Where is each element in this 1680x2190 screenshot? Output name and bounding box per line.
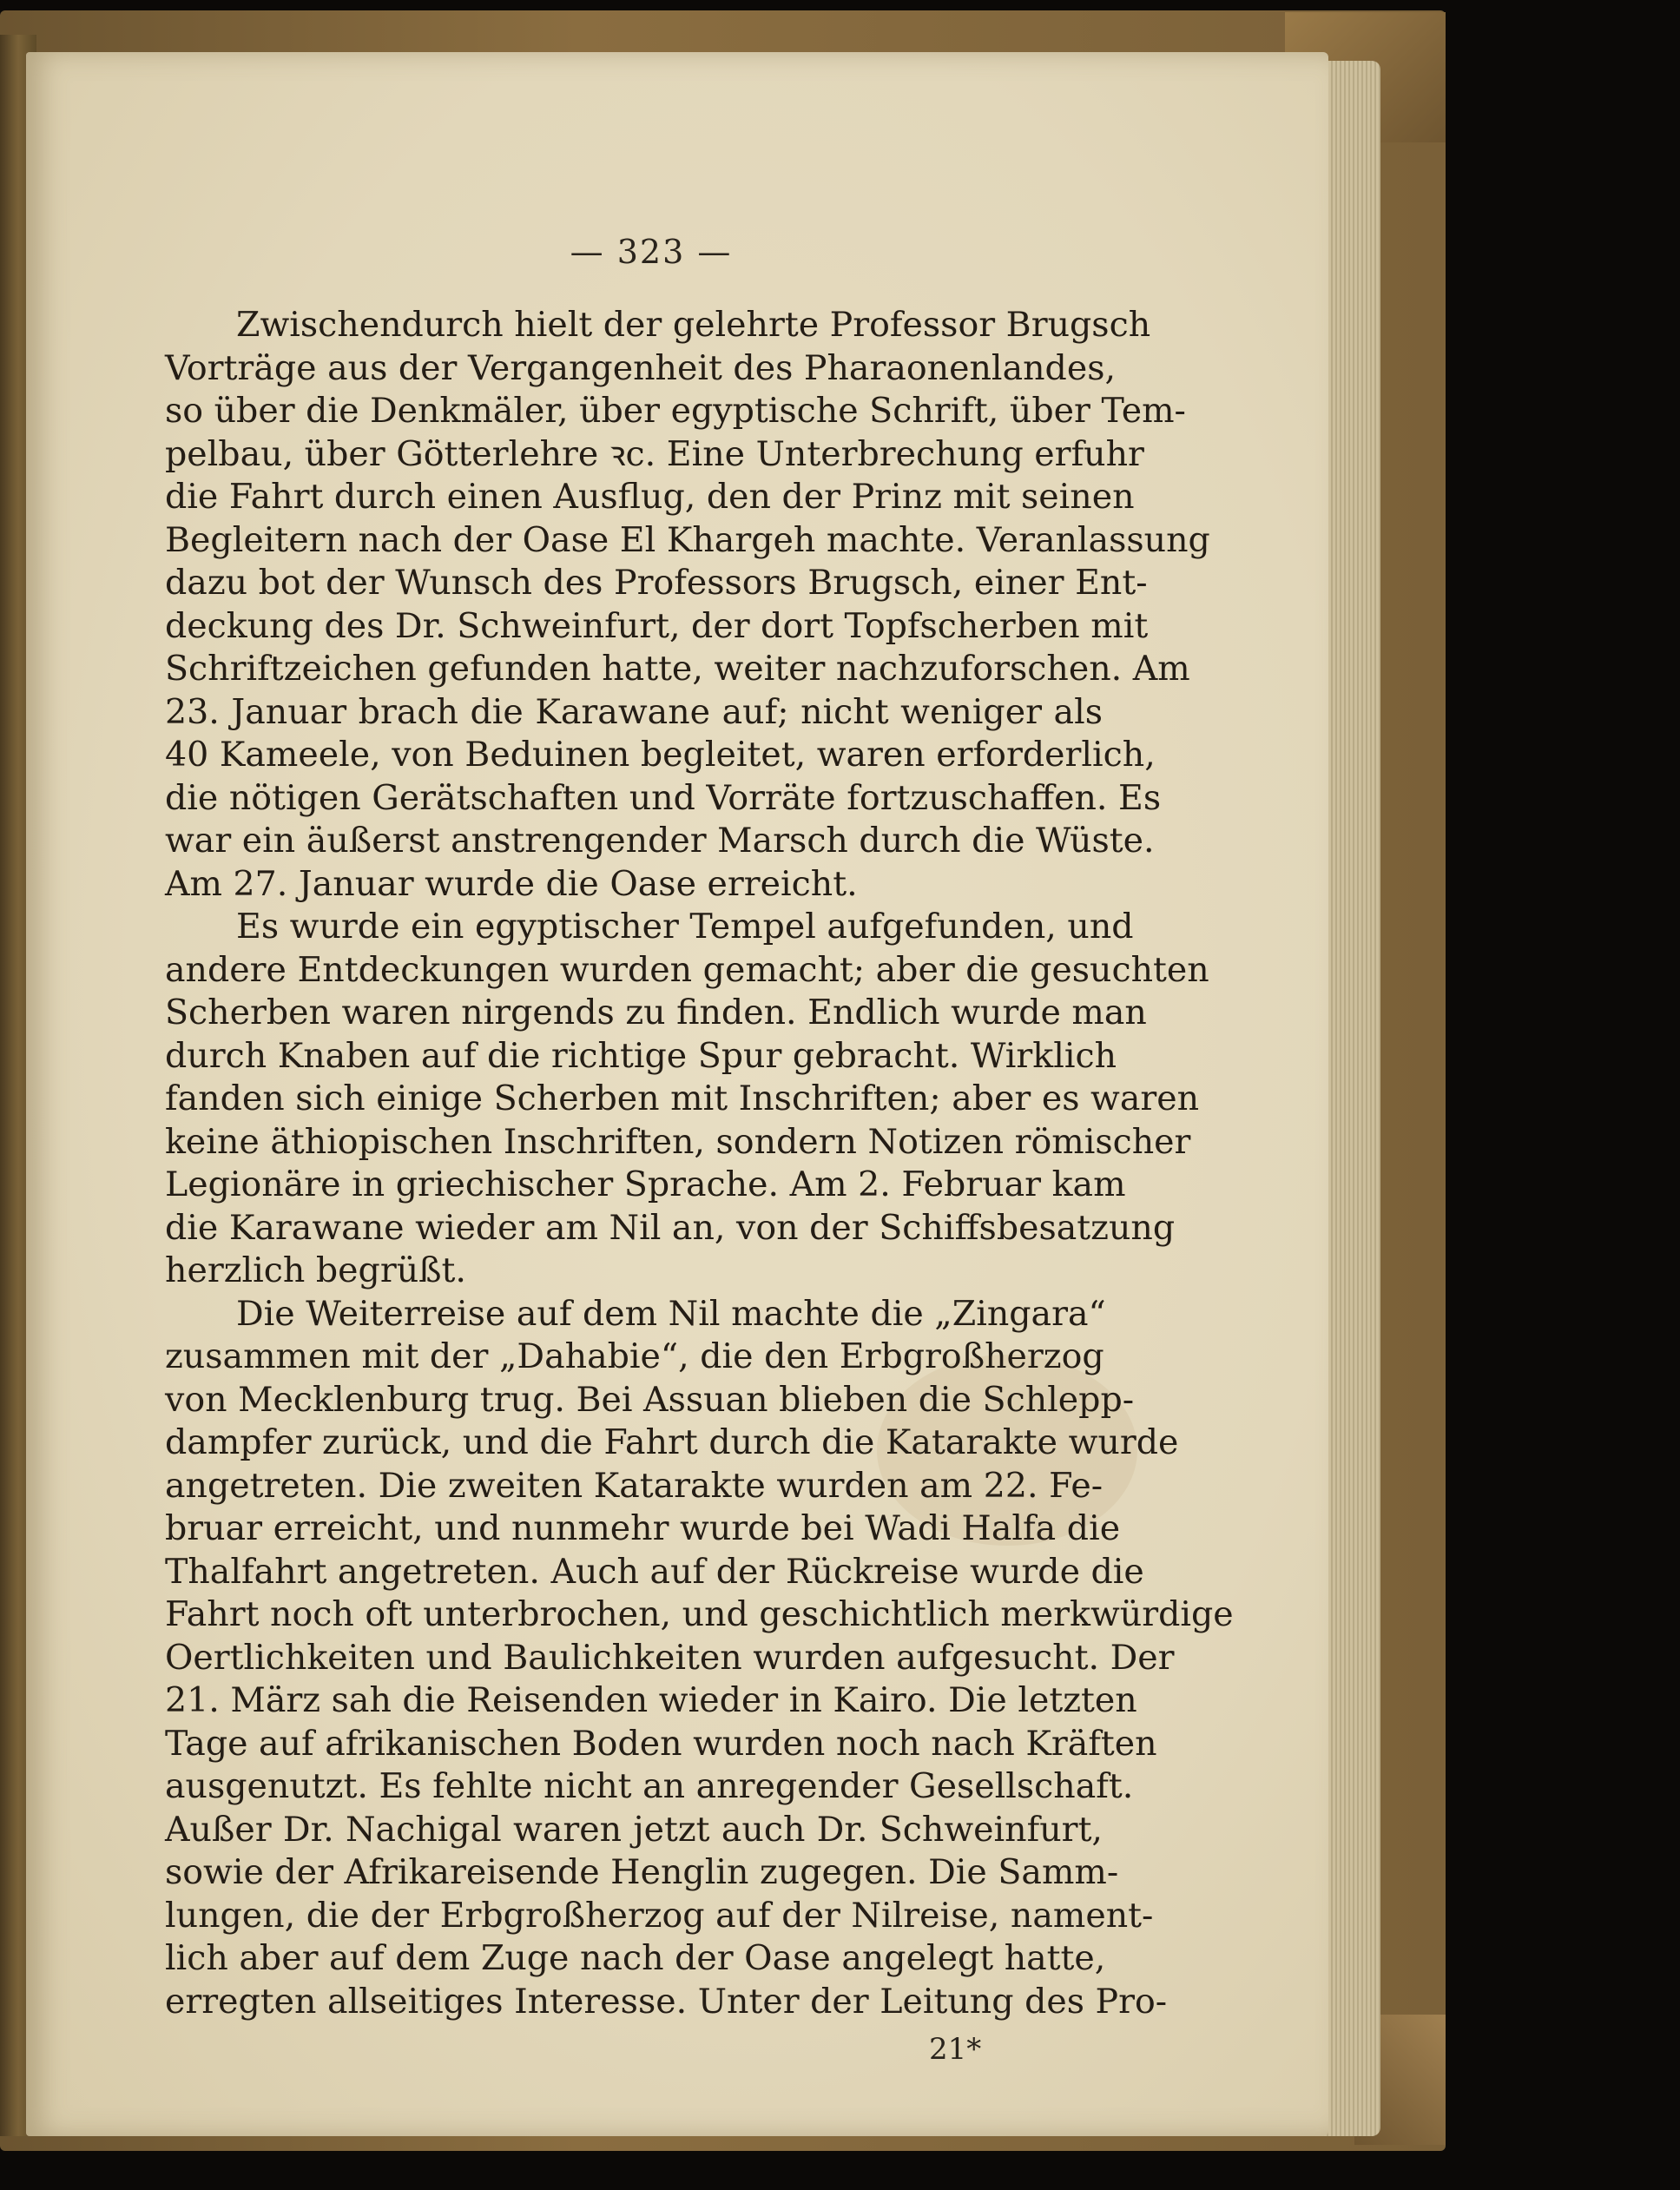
text-line: sowie der Afrikareisende Henglin zugegen. Die Samm- [165, 1852, 1119, 1892]
text-line: Die Weiterreise auf dem Nil machte die „Zingara“ [236, 1293, 1106, 1334]
text-line: 21. März sah die Reisenden wieder in Kairo. Die letzten [165, 1680, 1137, 1720]
text-line: fanden sich einige Scherben mit Inschriften; aber es waren [165, 1079, 1200, 1118]
text-line: Am 27. Januar wurde die Oase erreicht. [165, 863, 858, 904]
text-line: Scherben waren nirgends zu finden. Endlich wurde man [165, 993, 1147, 1032]
text-line: lungen, die der Erbgroßherzog auf der Nilreise, nament- [165, 1895, 1154, 1936]
text-line: war ein äußerst anstrengender Marsch durch die Wüste. [165, 821, 1155, 861]
text-line: Thalfahrt angetreten. Auch auf der Rückreise wurde die [165, 1551, 1144, 1592]
text-line: lich aber auf dem Zuge nach der Oase angelegt hatte, [165, 1938, 1106, 1978]
text-line: dampfer zurück, und die Fahrt durch die Katarakte wurde [165, 1422, 1179, 1462]
text-line: die Karawane wieder am Nil an, von der Schiffsbesatzung [165, 1207, 1176, 1248]
text-line: von Mecklenburg trug. Bei Assuan blieben die Schlepp- [165, 1379, 1135, 1420]
text-line: bruar erreicht, und nunmehr wurde bei Wadi Halfa die [165, 1508, 1121, 1548]
text-line: die Fahrt durch einen Ausflug, den der Prinz mit seinen [165, 477, 1135, 517]
text-line: die nötigen Gerätschaften und Vorräte fortzuschaffen. Es [165, 777, 1162, 818]
text-line: durch Knaben auf die richtige Spur gebracht. Wirklich [165, 1035, 1117, 1076]
text-line: pelbau, über Götterlehre ꝛc. Eine Unterbrechung erfuhr [165, 433, 1144, 474]
text-line: erregten allseitiges Interesse. Unter der Leitung des Pro- [165, 1981, 1168, 2022]
signature-mark: 21* [929, 2032, 982, 2067]
text-line: zusammen mit der „Dahabie“, die den Erbgroßherzog [165, 1336, 1104, 1376]
text-line: Schriftzeichen gefunden hatte, weiter nachzuforschen. Am [165, 649, 1190, 689]
text-line: deckung des Dr. Schweinfurt, der dort Topfscherben mit [165, 605, 1149, 646]
text-line: Tage auf afrikanischen Boden wurden noch nach Kräften [165, 1723, 1157, 1764]
text-line: dazu bot der Wunsch des Professors Brugsch, einer Ent- [165, 563, 1148, 603]
text-line: keine äthiopischen Inschriften, sondern Notizen römischer [165, 1121, 1191, 1162]
page-number: — 323 — [570, 233, 733, 271]
text-line: Zwischendurch hielt der gelehrte Professor Brugsch [236, 305, 1151, 345]
text-line: Fahrt noch oft unterbrochen, und geschichtlich merkwürdige [165, 1594, 1234, 1634]
text-line: angetreten. Die zweiten Katarakte wurden am 22. Fe- [165, 1465, 1104, 1506]
page-text [165, 304, 1234, 2023]
book-page [26, 52, 1328, 2136]
text-line: 40 Kameele, von Beduinen begleitet, waren erforderlich, [165, 735, 1156, 775]
text-line: Vorträge aus der Vergangenheit des Pharaonenlandes, [165, 347, 1117, 388]
text-line: andere Entdeckungen wurden gemacht; aber die gesuchten [165, 949, 1209, 990]
text-line: Es wurde ein egyptischer Tempel aufgefunden, und [236, 907, 1134, 947]
text-line: Außer Dr. Nachigal waren jetzt auch Dr. Schweinfurt, [165, 1809, 1103, 1850]
text-line: Oertlichkeiten und Baulichkeiten wurden aufgesucht. Der [165, 1637, 1175, 1678]
text-line: Legionäre in griechischer Sprache. Am 2. Februar kam [165, 1164, 1126, 1204]
text-line: so über die Denkmäler, über egyptische Schrift, über Tem- [165, 391, 1186, 431]
text-line: ausgenutzt. Es fehlte nicht an anregender Gesellschaft. [165, 1766, 1134, 1806]
text-line: 23. Januar brach die Karawane auf; nicht weniger als [165, 691, 1103, 732]
text-line: Begleitern nach der Oase El Khargeh machte. Veranlassung [165, 519, 1210, 560]
text-line: herzlich begrüßt. [165, 1250, 466, 1290]
